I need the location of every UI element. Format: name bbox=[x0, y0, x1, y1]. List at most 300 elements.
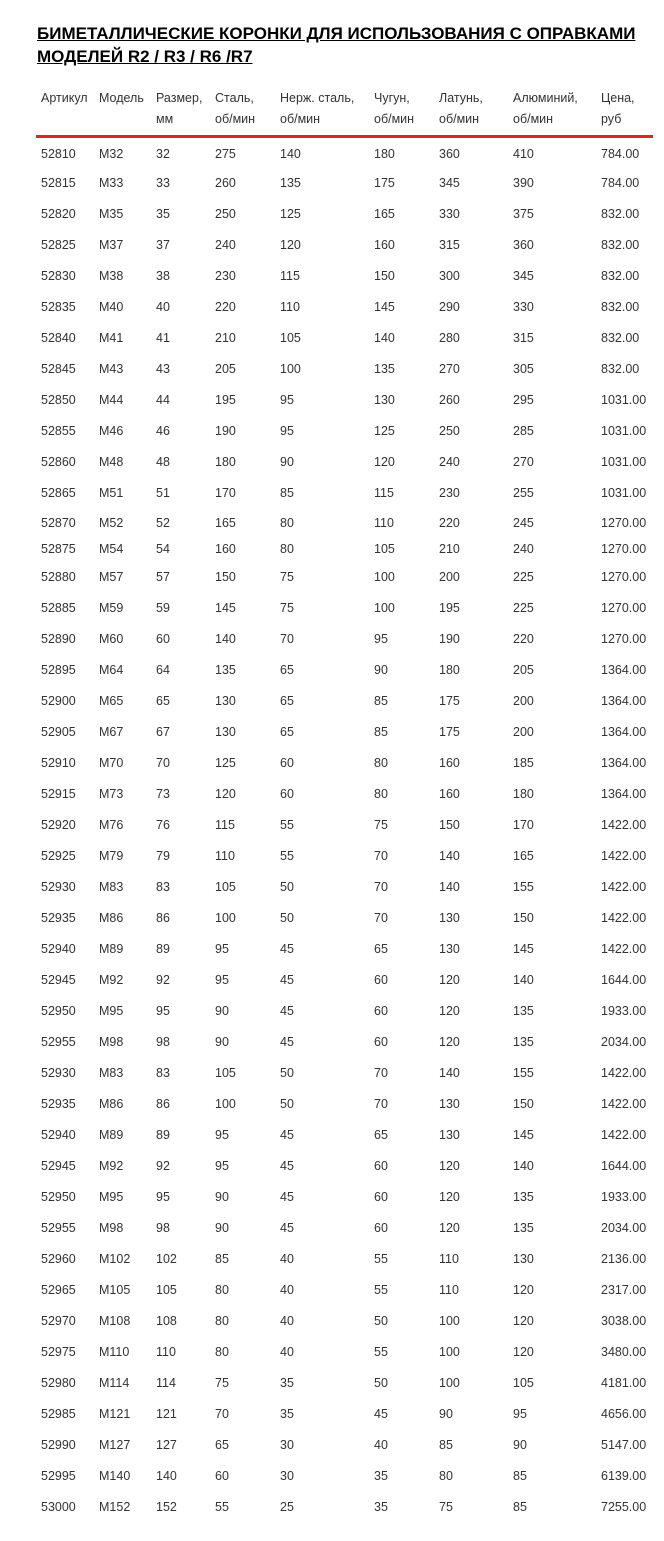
cell-size: 59 bbox=[156, 601, 170, 615]
column-header-article bbox=[36, 88, 94, 137]
cell-article: 52950 bbox=[41, 1190, 76, 1204]
cell-size: 83 bbox=[156, 880, 170, 894]
cell-steel: 260 bbox=[215, 176, 236, 190]
cell-stainless: 60 bbox=[280, 787, 294, 801]
cell-article: 52930 bbox=[41, 880, 76, 894]
cell-steel: 115 bbox=[215, 818, 235, 832]
cell-stainless: 80 bbox=[280, 515, 294, 530]
cell-aluminum: 200 bbox=[513, 694, 534, 708]
cell-stainless: 100 bbox=[280, 362, 301, 376]
cell-article: 52985 bbox=[41, 1407, 76, 1421]
cell-cast-iron: 180 bbox=[374, 146, 395, 161]
cell-cast-iron: 85 bbox=[374, 694, 388, 708]
cell-size: 108 bbox=[156, 1314, 177, 1328]
table-header bbox=[36, 88, 653, 137]
cell-article: 52995 bbox=[41, 1469, 76, 1483]
cell-size: 140 bbox=[156, 1469, 177, 1483]
cell-cast-iron: 90 bbox=[374, 663, 388, 677]
cell-article: 52990 bbox=[41, 1438, 76, 1452]
cell-price: 5147.00 bbox=[601, 1438, 647, 1452]
cell-cast-iron: 45 bbox=[374, 1407, 388, 1421]
cell-cast-iron: 80 bbox=[374, 787, 388, 801]
cell-steel: 80 bbox=[215, 1345, 229, 1359]
table-row bbox=[36, 810, 653, 841]
cell-cast-iron: 55 bbox=[374, 1252, 388, 1266]
cell-cast-iron: 75 bbox=[374, 818, 388, 832]
cell-size: 83 bbox=[156, 1066, 170, 1080]
table-row bbox=[36, 1182, 653, 1213]
cell-size: 98 bbox=[156, 1221, 170, 1235]
cell-aluminum: 85 bbox=[513, 1469, 527, 1483]
cell-size: 35 bbox=[156, 207, 170, 221]
table-row bbox=[36, 1089, 653, 1120]
cell-aluminum: 165 bbox=[513, 849, 534, 863]
cell-steel: 195 bbox=[215, 393, 236, 407]
cell-steel: 95 bbox=[215, 1128, 229, 1142]
cell-cast-iron: 50 bbox=[374, 1376, 388, 1390]
cell-size: 37 bbox=[156, 238, 170, 252]
cell-model: M83 bbox=[99, 880, 124, 894]
cell-aluminum: 305 bbox=[513, 362, 534, 376]
cell-model: M127 bbox=[99, 1438, 131, 1452]
cell-price: 2317.00 bbox=[601, 1283, 647, 1297]
cell-cast-iron: 95 bbox=[374, 632, 388, 646]
table-row bbox=[36, 562, 653, 593]
column-header-price bbox=[596, 88, 653, 137]
cell-aluminum: 135 bbox=[513, 1221, 534, 1235]
cell-aluminum: 150 bbox=[513, 1097, 534, 1111]
cell-stainless: 40 bbox=[280, 1345, 294, 1359]
cell-article: 52965 bbox=[41, 1283, 76, 1297]
cell-size: 121 bbox=[156, 1407, 177, 1421]
cell-model: M83 bbox=[99, 1066, 124, 1080]
cell-stainless: 110 bbox=[280, 300, 300, 314]
cell-size: 114 bbox=[156, 1376, 176, 1390]
cell-article: 52850 bbox=[41, 393, 76, 407]
column-header-line: об/мин bbox=[374, 112, 415, 126]
cell-brass: 345 bbox=[439, 176, 460, 190]
cell-stainless: 65 bbox=[280, 663, 294, 677]
cell-aluminum: 410 bbox=[513, 146, 534, 161]
cell-steel: 130 bbox=[215, 694, 236, 708]
cell-cast-iron: 165 bbox=[374, 207, 395, 221]
cell-price: 1933.00 bbox=[601, 1190, 647, 1204]
cell-price: 1364.00 bbox=[601, 694, 647, 708]
cell-price: 1933.00 bbox=[601, 1004, 647, 1018]
cell-cast-iron: 140 bbox=[374, 331, 395, 345]
cell-stainless: 75 bbox=[280, 570, 294, 584]
cell-size: 92 bbox=[156, 973, 170, 987]
cell-price: 4181.00 bbox=[601, 1376, 647, 1390]
cell-article: 52835 bbox=[41, 300, 76, 314]
cell-stainless: 105 bbox=[280, 331, 301, 345]
cell-steel: 135 bbox=[215, 663, 236, 677]
cell-brass: 315 bbox=[439, 238, 460, 252]
column-header-model bbox=[94, 88, 151, 137]
cell-article: 52970 bbox=[41, 1314, 76, 1328]
cell-cast-iron: 40 bbox=[374, 1438, 388, 1452]
table-row bbox=[36, 416, 653, 447]
cell-steel: 275 bbox=[215, 146, 236, 161]
cell-stainless: 40 bbox=[280, 1314, 294, 1328]
cell-stainless: 45 bbox=[280, 1221, 294, 1235]
cell-aluminum: 140 bbox=[513, 973, 534, 987]
cell-price: 2034.00 bbox=[601, 1035, 647, 1049]
cell-brass: 210 bbox=[439, 542, 460, 556]
cell-size: 38 bbox=[156, 269, 170, 283]
cell-stainless: 25 bbox=[280, 1500, 294, 1514]
cell-steel: 240 bbox=[215, 238, 236, 252]
cell-price: 1364.00 bbox=[601, 787, 647, 801]
cell-stainless: 45 bbox=[280, 973, 294, 987]
cell-brass: 140 bbox=[439, 880, 460, 894]
cell-brass: 80 bbox=[439, 1469, 453, 1483]
cell-price: 1364.00 bbox=[601, 663, 647, 677]
table-row bbox=[36, 965, 653, 996]
cell-model: M79 bbox=[99, 849, 124, 863]
cell-brass: 90 bbox=[439, 1407, 453, 1421]
cell-size: 41 bbox=[156, 331, 170, 345]
cell-brass: 120 bbox=[439, 1190, 460, 1204]
cell-size: 127 bbox=[156, 1438, 177, 1452]
cell-brass: 100 bbox=[439, 1314, 460, 1328]
cell-article: 52810 bbox=[41, 146, 76, 161]
cell-size: 44 bbox=[156, 393, 170, 407]
cell-price: 784.00 bbox=[601, 176, 640, 190]
cell-cast-iron: 50 bbox=[374, 1314, 388, 1328]
cell-brass: 220 bbox=[439, 515, 460, 530]
cell-brass: 200 bbox=[439, 570, 460, 584]
table-row bbox=[36, 1337, 653, 1368]
cell-brass: 130 bbox=[439, 942, 460, 956]
table-row bbox=[36, 261, 653, 292]
cell-cast-iron: 145 bbox=[374, 300, 395, 314]
cell-model: M98 bbox=[99, 1035, 124, 1049]
cell-size: 46 bbox=[156, 424, 170, 438]
cell-aluminum: 95 bbox=[513, 1407, 527, 1421]
cell-cast-iron: 135 bbox=[374, 362, 395, 376]
cell-aluminum: 245 bbox=[513, 515, 534, 530]
column-header-line: об/мин bbox=[513, 112, 554, 126]
cell-article: 52840 bbox=[41, 331, 76, 345]
cell-price: 7255.00 bbox=[601, 1500, 647, 1514]
cell-steel: 105 bbox=[215, 1066, 236, 1080]
cell-price: 1270.00 bbox=[601, 542, 647, 556]
cell-size: 48 bbox=[156, 455, 170, 469]
table-row bbox=[36, 509, 653, 537]
cell-brass: 110 bbox=[439, 1252, 459, 1266]
cell-aluminum: 200 bbox=[513, 725, 534, 739]
cell-aluminum: 145 bbox=[513, 1128, 534, 1142]
cell-size: 51 bbox=[156, 486, 170, 500]
cell-size: 98 bbox=[156, 1035, 170, 1049]
cell-price: 832.00 bbox=[601, 300, 640, 314]
cell-brass: 85 bbox=[439, 1438, 453, 1452]
cell-aluminum: 135 bbox=[513, 1004, 534, 1018]
cell-model: M140 bbox=[99, 1469, 131, 1483]
cell-article: 52940 bbox=[41, 1128, 76, 1142]
cell-size: 76 bbox=[156, 818, 170, 832]
cell-model: M32 bbox=[99, 146, 124, 161]
table-row bbox=[36, 1027, 653, 1058]
cell-cast-iron: 60 bbox=[374, 1159, 388, 1173]
cell-model: M95 bbox=[99, 1004, 124, 1018]
table-row bbox=[36, 1399, 653, 1430]
cell-cast-iron: 120 bbox=[374, 455, 395, 469]
column-header-aluminum bbox=[508, 88, 596, 137]
cell-brass: 100 bbox=[439, 1345, 460, 1359]
cell-size: 95 bbox=[156, 1190, 170, 1204]
cell-article: 52865 bbox=[41, 486, 76, 500]
table-row bbox=[36, 230, 653, 261]
cell-steel: 140 bbox=[215, 632, 236, 646]
column-header-line: об/мин bbox=[280, 112, 321, 126]
cell-stainless: 35 bbox=[280, 1407, 294, 1421]
cell-cast-iron: 150 bbox=[374, 269, 395, 283]
table-row bbox=[36, 1151, 653, 1182]
cell-brass: 250 bbox=[439, 424, 460, 438]
cell-stainless: 120 bbox=[280, 238, 301, 252]
cell-stainless: 90 bbox=[280, 455, 294, 469]
cell-price: 1270.00 bbox=[601, 632, 647, 646]
cell-article: 52925 bbox=[41, 849, 76, 863]
cell-aluminum: 170 bbox=[513, 818, 534, 832]
cell-stainless: 45 bbox=[280, 1190, 294, 1204]
cell-aluminum: 205 bbox=[513, 663, 534, 677]
cell-price: 1422.00 bbox=[601, 880, 647, 894]
table-row bbox=[36, 686, 653, 717]
cell-model: M44 bbox=[99, 393, 124, 407]
cell-model: M92 bbox=[99, 1159, 124, 1173]
cell-price: 1644.00 bbox=[601, 1159, 647, 1173]
column-header-size bbox=[151, 88, 210, 137]
cell-model: M40 bbox=[99, 300, 124, 314]
cell-cast-iron: 70 bbox=[374, 1097, 388, 1111]
column-header-line: мм bbox=[156, 112, 174, 126]
table-row bbox=[36, 447, 653, 478]
cell-stainless: 40 bbox=[280, 1283, 294, 1297]
cell-steel: 150 bbox=[215, 570, 236, 584]
cell-size: 64 bbox=[156, 663, 170, 677]
cell-aluminum: 220 bbox=[513, 632, 534, 646]
cell-stainless: 50 bbox=[280, 880, 294, 894]
cell-aluminum: 180 bbox=[513, 787, 534, 801]
cell-model: M57 bbox=[99, 570, 124, 584]
cell-stainless: 135 bbox=[280, 176, 301, 190]
cell-brass: 280 bbox=[439, 331, 460, 345]
cell-brass: 190 bbox=[439, 632, 460, 646]
cell-stainless: 45 bbox=[280, 1004, 294, 1018]
cell-cast-iron: 115 bbox=[374, 486, 394, 500]
cell-aluminum: 140 bbox=[513, 1159, 534, 1173]
cell-aluminum: 330 bbox=[513, 300, 534, 314]
cell-cast-iron: 65 bbox=[374, 942, 388, 956]
cell-steel: 220 bbox=[215, 300, 236, 314]
cell-brass: 130 bbox=[439, 1097, 460, 1111]
cell-steel: 145 bbox=[215, 601, 236, 615]
table-row bbox=[36, 1430, 653, 1461]
cell-cast-iron: 35 bbox=[374, 1500, 388, 1514]
cell-price: 1031.00 bbox=[601, 455, 647, 469]
cell-article: 52920 bbox=[41, 818, 76, 832]
page-title: БИМЕТАЛЛИЧЕСКИЕ КОРОНКИ ДЛЯ ИСПОЛЬЗОВАНИЯ С ОПРАВКАМИ МОДЕЛЕЙ R2 / R3 / R6 /R7 bbox=[37, 24, 636, 66]
cell-model: M48 bbox=[99, 455, 124, 469]
cell-steel: 100 bbox=[215, 911, 236, 925]
cell-cast-iron: 100 bbox=[374, 570, 395, 584]
cell-brass: 120 bbox=[439, 1035, 460, 1049]
cell-model: M35 bbox=[99, 207, 124, 221]
cell-model: M86 bbox=[99, 911, 124, 925]
cell-article: 52945 bbox=[41, 973, 76, 987]
cell-model: M73 bbox=[99, 787, 124, 801]
table-row bbox=[36, 354, 653, 385]
cell-price: 1422.00 bbox=[601, 911, 647, 925]
column-header-line: Цена, bbox=[601, 91, 635, 105]
cell-aluminum: 225 bbox=[513, 570, 534, 584]
cell-model: M98 bbox=[99, 1221, 124, 1235]
cell-size: 67 bbox=[156, 725, 170, 739]
cell-model: M110 bbox=[99, 1345, 130, 1359]
cell-model: M76 bbox=[99, 818, 124, 832]
cell-article: 52950 bbox=[41, 1004, 76, 1018]
cell-article: 52910 bbox=[41, 756, 76, 770]
cell-price: 1422.00 bbox=[601, 1097, 647, 1111]
cell-brass: 160 bbox=[439, 787, 460, 801]
cell-brass: 175 bbox=[439, 725, 460, 739]
column-header-line: Алюминий, bbox=[513, 91, 578, 105]
cell-steel: 75 bbox=[215, 1376, 229, 1390]
cell-brass: 110 bbox=[439, 1283, 459, 1297]
table-row bbox=[36, 1368, 653, 1399]
table-row bbox=[36, 841, 653, 872]
cell-cast-iron: 35 bbox=[374, 1469, 388, 1483]
cell-price: 1364.00 bbox=[601, 756, 647, 770]
cell-aluminum: 255 bbox=[513, 486, 534, 500]
cell-cast-iron: 70 bbox=[374, 911, 388, 925]
cell-size: 52 bbox=[156, 515, 170, 530]
cell-model: M67 bbox=[99, 725, 124, 739]
cell-size: 43 bbox=[156, 362, 170, 376]
cell-article: 52825 bbox=[41, 238, 76, 252]
column-header-line: Нерж. сталь, bbox=[280, 91, 355, 105]
cell-model: M89 bbox=[99, 1128, 124, 1142]
cell-stainless: 50 bbox=[280, 1097, 294, 1111]
header-row bbox=[36, 88, 653, 137]
cell-steel: 105 bbox=[215, 880, 236, 894]
cell-article: 52875 bbox=[41, 542, 76, 556]
table-row bbox=[36, 1213, 653, 1244]
cell-stainless: 140 bbox=[280, 146, 301, 161]
cell-cast-iron: 110 bbox=[374, 515, 394, 530]
cell-stainless: 80 bbox=[280, 542, 294, 556]
cell-brass: 175 bbox=[439, 694, 460, 708]
cell-stainless: 115 bbox=[280, 269, 300, 283]
cell-brass: 120 bbox=[439, 1221, 460, 1235]
cell-stainless: 40 bbox=[280, 1252, 294, 1266]
cell-size: 33 bbox=[156, 176, 170, 190]
cell-article: 52820 bbox=[41, 207, 76, 221]
cell-aluminum: 120 bbox=[513, 1345, 534, 1359]
cell-article: 52895 bbox=[41, 663, 76, 677]
cell-size: 40 bbox=[156, 300, 170, 314]
cell-stainless: 35 bbox=[280, 1376, 294, 1390]
cell-article: 52885 bbox=[41, 601, 76, 615]
table-row bbox=[36, 779, 653, 810]
cell-aluminum: 120 bbox=[513, 1314, 534, 1328]
cell-size: 110 bbox=[156, 1345, 176, 1359]
cell-steel: 100 bbox=[215, 1097, 236, 1111]
cell-steel: 90 bbox=[215, 1004, 229, 1018]
cell-size: 57 bbox=[156, 570, 170, 584]
cell-aluminum: 105 bbox=[513, 1376, 534, 1390]
cell-size: 54 bbox=[156, 542, 170, 556]
cell-brass: 100 bbox=[439, 1376, 460, 1390]
cell-model: M64 bbox=[99, 663, 124, 677]
cell-model: M65 bbox=[99, 694, 124, 708]
cell-brass: 120 bbox=[439, 973, 460, 987]
cell-steel: 230 bbox=[215, 269, 236, 283]
cell-brass: 160 bbox=[439, 756, 460, 770]
cell-price: 6139.00 bbox=[601, 1469, 647, 1483]
cell-stainless: 95 bbox=[280, 424, 294, 438]
cell-article: 52855 bbox=[41, 424, 76, 438]
cell-cast-iron: 70 bbox=[374, 849, 388, 863]
cell-size: 89 bbox=[156, 942, 170, 956]
cell-brass: 150 bbox=[439, 818, 460, 832]
cell-stainless: 55 bbox=[280, 849, 294, 863]
cell-steel: 85 bbox=[215, 1252, 229, 1266]
cell-price: 1364.00 bbox=[601, 725, 647, 739]
cell-model: M41 bbox=[99, 331, 124, 345]
cell-brass: 260 bbox=[439, 393, 460, 407]
cell-size: 89 bbox=[156, 1128, 170, 1142]
cell-aluminum: 315 bbox=[513, 331, 534, 345]
cell-brass: 130 bbox=[439, 1128, 460, 1142]
cell-cast-iron: 100 bbox=[374, 601, 395, 615]
cell-size: 95 bbox=[156, 1004, 170, 1018]
cell-cast-iron: 55 bbox=[374, 1283, 388, 1297]
cell-stainless: 45 bbox=[280, 1159, 294, 1173]
cell-price: 1422.00 bbox=[601, 1066, 647, 1080]
cell-cast-iron: 60 bbox=[374, 1035, 388, 1049]
cell-model: M51 bbox=[99, 486, 124, 500]
cell-model: M105 bbox=[99, 1283, 131, 1297]
cell-steel: 55 bbox=[215, 1500, 229, 1514]
cell-article: 52930 bbox=[41, 1066, 76, 1080]
cell-steel: 165 bbox=[215, 515, 236, 530]
cell-price: 1644.00 bbox=[601, 973, 647, 987]
cell-steel: 90 bbox=[215, 1035, 229, 1049]
cell-brass: 195 bbox=[439, 601, 460, 615]
cell-article: 52960 bbox=[41, 1252, 76, 1266]
cell-brass: 140 bbox=[439, 849, 460, 863]
cell-brass: 290 bbox=[439, 300, 460, 314]
cell-aluminum: 270 bbox=[513, 455, 534, 469]
cell-model: M102 bbox=[99, 1252, 131, 1266]
cell-steel: 80 bbox=[215, 1283, 229, 1297]
cell-steel: 65 bbox=[215, 1438, 229, 1452]
cell-article: 52975 bbox=[41, 1345, 76, 1359]
cell-article: 52830 bbox=[41, 269, 76, 283]
cell-size: 102 bbox=[156, 1252, 177, 1266]
cell-steel: 190 bbox=[215, 424, 236, 438]
cell-aluminum: 85 bbox=[513, 1500, 527, 1514]
cell-stainless: 45 bbox=[280, 942, 294, 956]
cell-steel: 210 bbox=[215, 331, 236, 345]
cell-article: 52980 bbox=[41, 1376, 76, 1390]
cell-brass: 300 bbox=[439, 269, 460, 283]
cell-cast-iron: 85 bbox=[374, 725, 388, 739]
